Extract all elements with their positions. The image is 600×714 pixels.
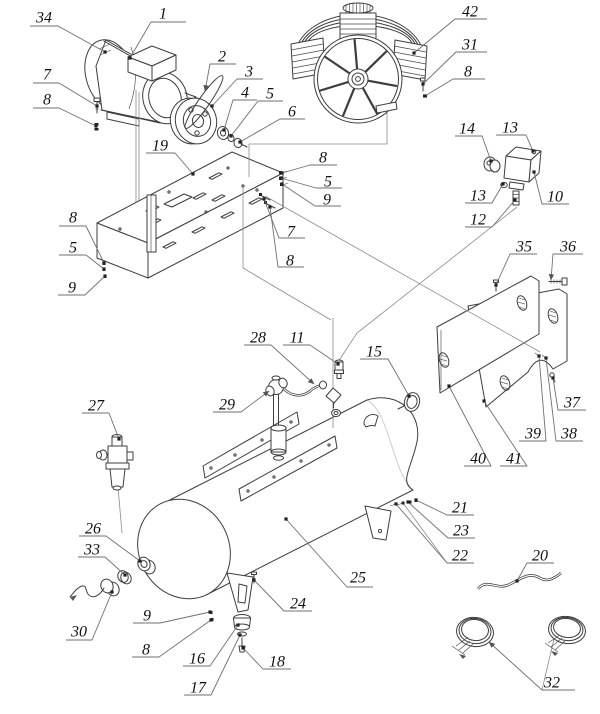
callout-13 [465,182,505,204]
callout-number-8: 8 [43,91,51,109]
callout-number-1: 1 [159,5,167,23]
callout-number-8: 8 [142,641,150,659]
callout-number-8: 8 [69,209,77,227]
callout-number-17: 17 [190,679,206,697]
callout-32 [489,642,575,692]
callout-number-18: 18 [269,653,285,671]
callout-8 [33,92,98,128]
power-cable [478,573,561,589]
callout-number-32: 32 [544,674,560,692]
callout-number-34: 34 [36,9,52,27]
callout-number-16: 16 [189,650,205,668]
callout-15 [360,344,411,398]
callout-37 [551,376,586,411]
callout-number-11: 11 [289,329,305,347]
callout-number-27: 27 [88,397,104,415]
callout-14 [455,121,493,163]
callout-number-10: 10 [547,188,563,206]
callout-number-9: 9 [323,191,331,209]
plate-support-bar [147,195,156,252]
callout-number-9: 9 [143,607,151,625]
callout-number-24: 24 [290,595,306,613]
callout-41 [482,399,527,467]
callout-number-20: 20 [532,547,548,565]
callout-number-25: 25 [350,569,366,587]
callout-18 [241,646,291,670]
callout-5 [279,174,342,191]
pressure-switch [484,147,541,205]
callout-number-4: 4 [241,84,249,102]
callout-number-19: 19 [152,137,168,155]
callout-number-8: 8 [464,63,472,81]
callout-number-38: 38 [561,425,577,443]
tank-front-leg [227,573,253,612]
callout-27 [82,398,121,441]
callout-number-28: 28 [250,329,266,347]
callout-number-5: 5 [324,173,332,191]
filter-regulator [97,435,134,491]
callout-number-33: 33 [84,541,100,559]
callout-number-26: 26 [85,520,101,538]
callout-number-8: 8 [319,149,327,167]
guard-screw-36 [549,278,567,285]
callout-24 [252,578,312,612]
callout-number-2: 2 [218,48,226,66]
callout-34 [30,10,107,54]
callout-number-14: 14 [459,120,475,138]
callout-number-7: 7 [43,66,51,84]
callout-number-7: 7 [287,223,295,241]
callout-number-13: 13 [470,187,486,205]
callout-number-41: 41 [506,450,522,468]
callout-8 [423,64,485,98]
callout-number-5: 5 [266,85,274,103]
check-valve [326,388,341,417]
hose-end-nut [320,381,327,389]
hose-coil-left [452,615,495,659]
callout-number-36: 36 [560,238,576,256]
callout-number-40: 40 [470,450,486,468]
callout-number-30: 30 [71,623,87,641]
callout-6 [238,104,305,144]
callout-number-35: 35 [516,238,532,256]
base-plate [97,152,288,278]
coiled-hoses [452,614,587,659]
callout-number-13: 13 [502,119,518,137]
callout-number-12: 12 [470,211,486,229]
callout-number-31: 31 [462,36,478,54]
callout-number-21: 21 [452,499,468,517]
callout-11 [283,330,340,366]
tank-assembly [120,398,417,615]
callout-number-6: 6 [288,103,296,121]
callout-10 [532,170,569,205]
callout-number-39: 39 [525,425,541,443]
callout-9 [133,608,212,625]
callout-number-15: 15 [366,343,382,361]
callout-9 [58,274,107,296]
callout-8 [280,150,337,175]
belt-guard [437,276,567,407]
callout-3 [210,64,263,108]
compressor-pump [291,3,427,124]
callout-number-29: 29 [219,396,235,414]
callout-number-37: 37 [564,394,580,412]
switch-knob-14 [484,157,500,172]
coupler-spring [70,586,104,597]
callout-number-8: 8 [286,252,294,270]
callout-5 [229,86,283,138]
callout-number-22: 22 [452,547,468,565]
callout-number-23: 23 [453,522,469,540]
callout-36 [551,239,583,281]
callout-21 [414,498,474,516]
callout-number-5: 5 [69,239,77,257]
callout-29 [213,391,269,414]
callout-number-3: 3 [245,63,253,81]
tank-rear-leg [365,506,391,540]
callout-number-42: 42 [462,3,478,21]
switch-nipple-12 [513,191,519,205]
callout-31 [421,37,487,86]
callout-16 [183,623,240,667]
callout-number-9: 9 [68,279,76,297]
